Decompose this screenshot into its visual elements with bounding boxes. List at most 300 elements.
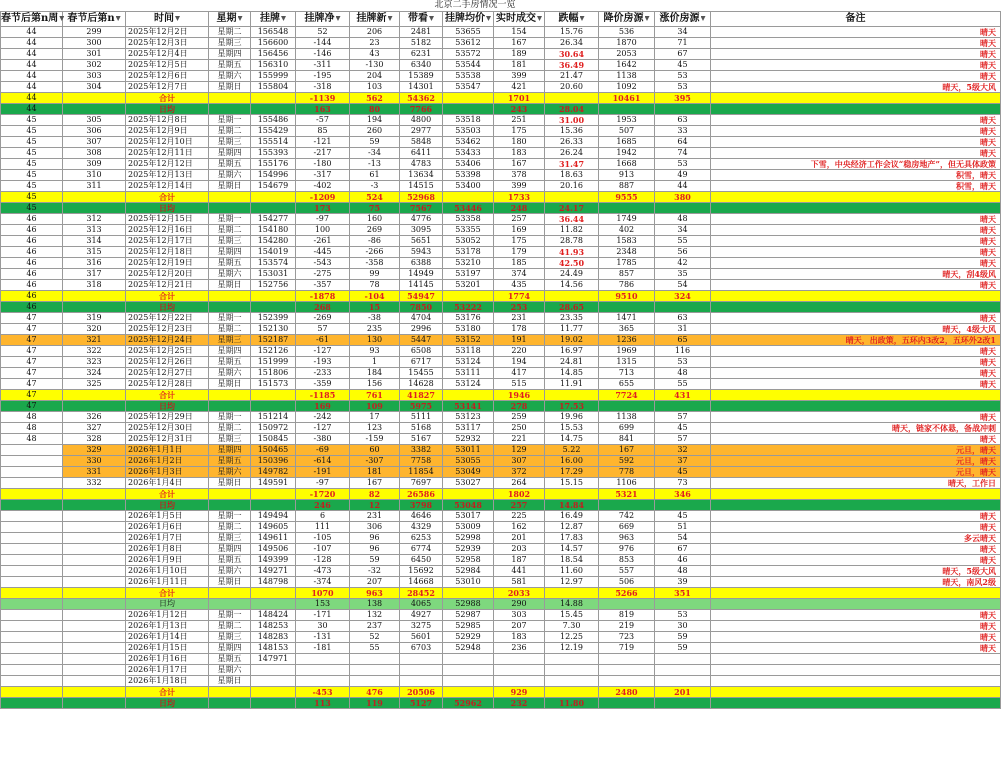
table-cell[interactable]: 44: [1, 27, 63, 38]
table-cell[interactable]: 53544: [443, 60, 494, 71]
table-cell[interactable]: 16.49: [545, 511, 599, 522]
filter-dropdown-icon[interactable]: [701, 16, 706, 21]
table-cell[interactable]: 11.80: [545, 698, 599, 709]
table-cell[interactable]: -1185: [296, 390, 350, 401]
table-cell[interactable]: 星期四: [209, 247, 251, 258]
table-cell[interactable]: 78: [350, 280, 400, 291]
table-cell[interactable]: 156456: [251, 49, 296, 60]
table-cell[interactable]: 星期三: [209, 335, 251, 346]
table-cell[interactable]: [209, 302, 251, 313]
table-cell[interactable]: 51: [655, 522, 711, 533]
table-cell[interactable]: -127: [296, 423, 350, 434]
table-cell[interactable]: 322: [63, 346, 126, 357]
table-cell[interactable]: 300: [63, 38, 126, 49]
table-cell[interactable]: [545, 291, 599, 302]
table-cell[interactable]: [1, 478, 63, 489]
table-cell[interactable]: [711, 302, 1001, 313]
table-cell[interactable]: [1, 577, 63, 588]
table-cell[interactable]: 154019: [251, 247, 296, 258]
table-cell[interactable]: 156600: [251, 38, 296, 49]
table-cell[interactable]: -359: [296, 379, 350, 390]
table-cell[interactable]: 14145: [400, 280, 443, 291]
table-cell[interactable]: 2026年1月18日: [126, 676, 209, 687]
table-cell[interactable]: 395: [655, 93, 711, 104]
table-cell[interactable]: 2025年12月31日: [126, 434, 209, 445]
table-cell[interactable]: 53123: [443, 412, 494, 423]
filter-dropdown-icon[interactable]: [388, 16, 393, 21]
table-cell[interactable]: 12.19: [545, 643, 599, 654]
table-cell[interactable]: 431: [655, 390, 711, 401]
table-cell[interactable]: [63, 643, 126, 654]
filter-dropdown-icon[interactable]: [336, 16, 341, 21]
table-cell[interactable]: 6411: [400, 148, 443, 159]
table-cell[interactable]: 154280: [251, 236, 296, 247]
table-cell[interactable]: 155393: [251, 148, 296, 159]
table-cell[interactable]: 星期五: [209, 654, 251, 665]
table-cell[interactable]: 100: [296, 225, 350, 236]
table-cell[interactable]: 236: [494, 643, 545, 654]
table-cell[interactable]: 317: [63, 269, 126, 280]
table-cell[interactable]: 506: [599, 577, 655, 588]
table-cell[interactable]: [1, 698, 63, 709]
table-cell[interactable]: 46: [1, 236, 63, 247]
table-cell[interactable]: 2025年12月24日: [126, 335, 209, 346]
table-cell[interactable]: 53124: [443, 357, 494, 368]
table-cell[interactable]: 1953: [599, 115, 655, 126]
table-cell[interactable]: 28.78: [545, 236, 599, 247]
table-cell[interactable]: 316: [63, 258, 126, 269]
table-cell[interactable]: [251, 599, 296, 610]
table-cell[interactable]: 积雪，晴天: [711, 181, 1001, 192]
table-cell[interactable]: [1, 522, 63, 533]
table-cell[interactable]: 晴天: [711, 610, 1001, 621]
table-cell[interactable]: 下雪，中央经济工作会议“稳房地产”，但无具体政策: [711, 159, 1001, 170]
table-cell[interactable]: 55: [655, 379, 711, 390]
table-cell[interactable]: -38: [350, 313, 400, 324]
table-cell[interactable]: 476: [350, 687, 400, 698]
table-cell[interactable]: 85: [296, 126, 350, 137]
table-cell[interactable]: 晴天: [711, 225, 1001, 236]
table-cell[interactable]: 2480: [599, 687, 655, 698]
table-cell[interactable]: 4776: [400, 214, 443, 225]
table-cell[interactable]: 302: [63, 60, 126, 71]
table-cell[interactable]: 402: [599, 225, 655, 236]
table-cell[interactable]: 17.83: [545, 533, 599, 544]
table-cell[interactable]: 819: [599, 610, 655, 621]
table-cell[interactable]: 251: [494, 115, 545, 126]
table-cell[interactable]: 57: [296, 324, 350, 335]
table-cell[interactable]: 96: [350, 544, 400, 555]
table-cell[interactable]: 304: [63, 82, 126, 93]
table-cell[interactable]: [209, 588, 251, 599]
table-cell[interactable]: 47: [1, 357, 63, 368]
table-cell[interactable]: 149399: [251, 555, 296, 566]
table-cell[interactable]: 913: [599, 170, 655, 181]
filter-dropdown-icon[interactable]: [116, 16, 121, 21]
table-cell[interactable]: [251, 500, 296, 511]
table-cell[interactable]: [599, 104, 655, 115]
table-cell[interactable]: 星期五: [209, 159, 251, 170]
table-cell[interactable]: 合计: [126, 390, 209, 401]
table-cell[interactable]: 175: [494, 236, 545, 247]
table-cell[interactable]: 2026年1月10日: [126, 566, 209, 577]
table-cell[interactable]: 星期六: [209, 566, 251, 577]
table-cell[interactable]: 53400: [443, 181, 494, 192]
table-cell[interactable]: 2026年1月17日: [126, 665, 209, 676]
table-cell[interactable]: 14.57: [545, 544, 599, 555]
table-cell[interactable]: 47: [1, 324, 63, 335]
table-cell[interactable]: 晴天: [711, 38, 1001, 49]
table-cell[interactable]: 1701: [494, 93, 545, 104]
table-cell[interactable]: -191: [296, 467, 350, 478]
table-cell[interactable]: [545, 192, 599, 203]
table-cell[interactable]: [400, 654, 443, 665]
table-cell[interactable]: 152187: [251, 335, 296, 346]
table-cell[interactable]: 星期三: [209, 137, 251, 148]
table-cell[interactable]: 星期五: [209, 357, 251, 368]
table-cell[interactable]: 28452: [400, 588, 443, 599]
table-cell[interactable]: [209, 500, 251, 511]
table-cell[interactable]: 841: [599, 434, 655, 445]
table-cell[interactable]: 761: [350, 390, 400, 401]
table-cell[interactable]: 54: [655, 533, 711, 544]
table-cell[interactable]: 46: [1, 247, 63, 258]
table-cell[interactable]: [63, 203, 126, 214]
table-cell[interactable]: 日均: [126, 698, 209, 709]
table-cell[interactable]: 星期五: [209, 60, 251, 71]
table-cell[interactable]: 53433: [443, 148, 494, 159]
table-cell[interactable]: 48: [655, 566, 711, 577]
table-cell[interactable]: 16.97: [545, 346, 599, 357]
table-cell[interactable]: 晴天: [711, 522, 1001, 533]
table-cell[interactable]: 6508: [400, 346, 443, 357]
table-cell[interactable]: 59: [350, 555, 400, 566]
table-cell[interactable]: 52958: [443, 555, 494, 566]
table-cell[interactable]: 41.93: [545, 247, 599, 258]
table-cell[interactable]: 2025年12月26日: [126, 357, 209, 368]
table-cell[interactable]: 星期四: [209, 544, 251, 555]
table-cell[interactable]: 301: [63, 49, 126, 60]
table-cell[interactable]: 1749: [599, 214, 655, 225]
filter-dropdown-icon[interactable]: [429, 16, 434, 21]
table-cell[interactable]: [545, 665, 599, 676]
table-cell[interactable]: 441: [494, 566, 545, 577]
table-cell[interactable]: 1092: [599, 82, 655, 93]
table-cell[interactable]: [655, 665, 711, 676]
table-cell[interactable]: 129: [494, 445, 545, 456]
table-cell[interactable]: 35: [655, 269, 711, 280]
table-cell[interactable]: 53446: [443, 203, 494, 214]
table-cell[interactable]: 晴天，4级大风: [711, 324, 1001, 335]
table-cell[interactable]: 39: [655, 577, 711, 588]
table-cell[interactable]: [209, 687, 251, 698]
table-cell[interactable]: 晴天: [711, 621, 1001, 632]
table-cell[interactable]: 507: [599, 126, 655, 137]
table-cell[interactable]: -217: [296, 148, 350, 159]
table-cell[interactable]: 2026年1月13日: [126, 621, 209, 632]
table-cell[interactable]: [63, 698, 126, 709]
table-cell[interactable]: [63, 500, 126, 511]
table-cell[interactable]: 2025年12月13日: [126, 170, 209, 181]
table-cell[interactable]: 1236: [599, 335, 655, 346]
table-cell[interactable]: [251, 192, 296, 203]
table-cell[interactable]: [1, 621, 63, 632]
table-cell[interactable]: 1668: [599, 159, 655, 170]
table-cell[interactable]: 149271: [251, 566, 296, 577]
table-cell[interactable]: -318: [296, 82, 350, 93]
table-cell[interactable]: 晴天，5级大风: [711, 82, 1001, 93]
table-cell[interactable]: [711, 291, 1001, 302]
table-cell[interactable]: -69: [296, 445, 350, 456]
table-cell[interactable]: 晴天: [711, 236, 1001, 247]
table-cell[interactable]: 5182: [400, 38, 443, 49]
table-cell[interactable]: 44: [1, 104, 63, 115]
table-cell[interactable]: 2025年12月12日: [126, 159, 209, 170]
table-cell[interactable]: 299: [63, 27, 126, 38]
table-cell[interactable]: [545, 676, 599, 687]
table-cell[interactable]: 162: [494, 522, 545, 533]
table-cell[interactable]: 47: [1, 368, 63, 379]
table-cell[interactable]: -1878: [296, 291, 350, 302]
table-cell[interactable]: [599, 203, 655, 214]
table-cell[interactable]: 11.77: [545, 324, 599, 335]
table-cell[interactable]: 星期四: [209, 49, 251, 60]
table-cell[interactable]: [1, 632, 63, 643]
table-cell[interactable]: 53: [655, 159, 711, 170]
table-cell[interactable]: -195: [296, 71, 350, 82]
table-cell[interactable]: 67: [655, 544, 711, 555]
table-cell[interactable]: [711, 203, 1001, 214]
table-cell[interactable]: 19.02: [545, 335, 599, 346]
table-cell[interactable]: 59: [655, 632, 711, 643]
table-cell[interactable]: 9555: [599, 192, 655, 203]
table-cell[interactable]: [711, 489, 1001, 500]
table-cell[interactable]: [711, 192, 1001, 203]
table-cell[interactable]: -107: [296, 544, 350, 555]
table-cell[interactable]: 5321: [599, 489, 655, 500]
table-cell[interactable]: 星期六: [209, 368, 251, 379]
table-cell[interactable]: 203: [494, 544, 545, 555]
table-cell[interactable]: [63, 654, 126, 665]
filter-dropdown-icon[interactable]: [537, 16, 542, 21]
table-cell[interactable]: 148798: [251, 577, 296, 588]
table-cell[interactable]: 207: [494, 621, 545, 632]
table-cell[interactable]: [63, 566, 126, 577]
table-cell[interactable]: 326: [63, 412, 126, 423]
table-cell[interactable]: 2026年1月14日: [126, 632, 209, 643]
table-cell[interactable]: [443, 192, 494, 203]
table-cell[interactable]: 857: [599, 269, 655, 280]
table-cell[interactable]: 331: [63, 467, 126, 478]
table-cell[interactable]: 148253: [251, 621, 296, 632]
table-cell[interactable]: 15: [350, 302, 400, 313]
table-cell[interactable]: 47: [1, 335, 63, 346]
table-cell[interactable]: -311: [296, 60, 350, 71]
column-header[interactable]: [126, 12, 209, 27]
table-cell[interactable]: 星期六: [209, 665, 251, 676]
table-cell[interactable]: [63, 577, 126, 588]
table-cell[interactable]: [1, 555, 63, 566]
table-cell[interactable]: 53201: [443, 280, 494, 291]
table-cell[interactable]: 194: [350, 115, 400, 126]
table-cell[interactable]: 169: [494, 225, 545, 236]
table-cell[interactable]: [1, 610, 63, 621]
table-cell[interactable]: [400, 676, 443, 687]
table-cell[interactable]: [1, 687, 63, 698]
table-cell[interactable]: 14.75: [545, 434, 599, 445]
table-cell[interactable]: [209, 192, 251, 203]
table-cell[interactable]: [350, 665, 400, 676]
table-cell[interactable]: [251, 676, 296, 687]
table-cell[interactable]: 2025年12月2日: [126, 27, 209, 38]
table-cell[interactable]: 53178: [443, 247, 494, 258]
table-cell[interactable]: 1583: [599, 236, 655, 247]
table-cell[interactable]: 合计: [126, 687, 209, 698]
table-cell[interactable]: 元旦，晴天: [711, 445, 1001, 456]
table-cell[interactable]: 45: [1, 148, 63, 159]
table-cell[interactable]: [1, 654, 63, 665]
table-cell[interactable]: 54947: [400, 291, 443, 302]
table-cell[interactable]: 合计: [126, 588, 209, 599]
table-cell[interactable]: 45: [1, 181, 63, 192]
table-cell[interactable]: [1, 588, 63, 599]
table-cell[interactable]: 52984: [443, 566, 494, 577]
table-cell[interactable]: 5447: [400, 335, 443, 346]
table-cell[interactable]: 269: [350, 225, 400, 236]
table-cell[interactable]: 45: [655, 511, 711, 522]
table-cell[interactable]: 晴天: [711, 60, 1001, 71]
table-cell[interactable]: 晴天: [711, 643, 1001, 654]
table-cell[interactable]: 合计: [126, 291, 209, 302]
table-cell[interactable]: 日均: [126, 203, 209, 214]
table-cell[interactable]: 156: [350, 379, 400, 390]
table-cell[interactable]: 155804: [251, 82, 296, 93]
table-cell[interactable]: 2025年12月15日: [126, 214, 209, 225]
table-cell[interactable]: 晴天: [711, 368, 1001, 379]
table-cell[interactable]: 42.50: [545, 258, 599, 269]
column-header[interactable]: [443, 12, 494, 27]
table-cell[interactable]: 148424: [251, 610, 296, 621]
table-cell[interactable]: 152126: [251, 346, 296, 357]
table-cell[interactable]: 晴天: [711, 357, 1001, 368]
table-cell[interactable]: 332: [63, 478, 126, 489]
table-cell[interactable]: -358: [350, 258, 400, 269]
table-cell[interactable]: 1774: [494, 291, 545, 302]
table-cell[interactable]: 2026年1月16日: [126, 654, 209, 665]
table-cell[interactable]: 325: [63, 379, 126, 390]
table-cell[interactable]: 169: [296, 401, 350, 412]
table-cell[interactable]: [711, 665, 1001, 676]
table-cell[interactable]: [251, 489, 296, 500]
table-cell[interactable]: 52929: [443, 632, 494, 643]
table-cell[interactable]: 星期四: [209, 148, 251, 159]
table-cell[interactable]: 2025年12月20日: [126, 269, 209, 280]
table-cell[interactable]: [1, 445, 63, 456]
table-cell[interactable]: 19.96: [545, 412, 599, 423]
table-cell[interactable]: 20.16: [545, 181, 599, 192]
table-cell[interactable]: 星期四: [209, 643, 251, 654]
table-cell[interactable]: [209, 104, 251, 115]
table-cell[interactable]: 53124: [443, 379, 494, 390]
table-cell[interactable]: 268: [296, 302, 350, 313]
table-cell[interactable]: [711, 698, 1001, 709]
table-cell[interactable]: 星期一: [209, 511, 251, 522]
table-cell[interactable]: 2025年12月4日: [126, 49, 209, 60]
table-cell[interactable]: 星期二: [209, 522, 251, 533]
table-cell[interactable]: -97: [296, 214, 350, 225]
column-header[interactable]: [545, 12, 599, 27]
table-cell[interactable]: -32: [350, 566, 400, 577]
table-cell[interactable]: 515: [494, 379, 545, 390]
table-cell[interactable]: 53049: [443, 467, 494, 478]
table-cell[interactable]: 53462: [443, 137, 494, 148]
table-cell[interactable]: 48: [655, 214, 711, 225]
table-cell[interactable]: 日均: [126, 500, 209, 511]
table-cell[interactable]: 655: [599, 379, 655, 390]
table-cell[interactable]: 星期四: [209, 346, 251, 357]
table-cell[interactable]: 53: [655, 82, 711, 93]
table-cell[interactable]: 2025年12月21日: [126, 280, 209, 291]
table-cell[interactable]: 246: [296, 500, 350, 511]
table-cell[interactable]: 2348: [599, 247, 655, 258]
table-cell[interactable]: 23.35: [545, 313, 599, 324]
table-cell[interactable]: [443, 104, 494, 115]
table-cell[interactable]: 536: [599, 27, 655, 38]
table-cell[interactable]: 53117: [443, 423, 494, 434]
table-cell[interactable]: 231: [494, 313, 545, 324]
table-cell[interactable]: 53358: [443, 214, 494, 225]
table-cell[interactable]: 24.17: [545, 203, 599, 214]
filter-dropdown-icon[interactable]: [580, 16, 585, 21]
table-cell[interactable]: 44: [1, 82, 63, 93]
table-cell[interactable]: 278: [494, 401, 545, 412]
table-cell[interactable]: [251, 588, 296, 599]
table-cell[interactable]: [1, 533, 63, 544]
table-cell[interactable]: 150396: [251, 456, 296, 467]
table-cell[interactable]: 31: [655, 324, 711, 335]
table-cell[interactable]: 351: [655, 588, 711, 599]
table-cell[interactable]: 305: [63, 115, 126, 126]
table-cell[interactable]: [63, 610, 126, 621]
table-cell[interactable]: 53027: [443, 478, 494, 489]
table-cell[interactable]: [251, 687, 296, 698]
table-cell[interactable]: 719: [599, 643, 655, 654]
table-cell[interactable]: 星期一: [209, 214, 251, 225]
table-cell[interactable]: 5127: [400, 698, 443, 709]
table-cell[interactable]: -131: [296, 632, 350, 643]
table-cell[interactable]: -357: [296, 280, 350, 291]
table-cell[interactable]: 103: [350, 82, 400, 93]
table-cell[interactable]: 152756: [251, 280, 296, 291]
table-cell[interactable]: -473: [296, 566, 350, 577]
table-cell[interactable]: 晴天: [711, 379, 1001, 390]
table-cell[interactable]: 6253: [400, 533, 443, 544]
table-cell[interactable]: 7724: [599, 390, 655, 401]
table-cell[interactable]: 17.29: [545, 467, 599, 478]
table-cell[interactable]: 日均: [126, 401, 209, 412]
table-cell[interactable]: 1138: [599, 71, 655, 82]
table-cell[interactable]: 55: [655, 236, 711, 247]
table-cell[interactable]: 52939: [443, 544, 494, 555]
table-cell[interactable]: [251, 291, 296, 302]
table-cell[interactable]: 星期三: [209, 533, 251, 544]
table-cell[interactable]: -130: [350, 60, 400, 71]
table-cell[interactable]: 44: [655, 181, 711, 192]
table-cell[interactable]: 53010: [443, 577, 494, 588]
table-cell[interactable]: 2025年12月25日: [126, 346, 209, 357]
table-cell[interactable]: 2033: [494, 588, 545, 599]
table-cell[interactable]: [443, 291, 494, 302]
